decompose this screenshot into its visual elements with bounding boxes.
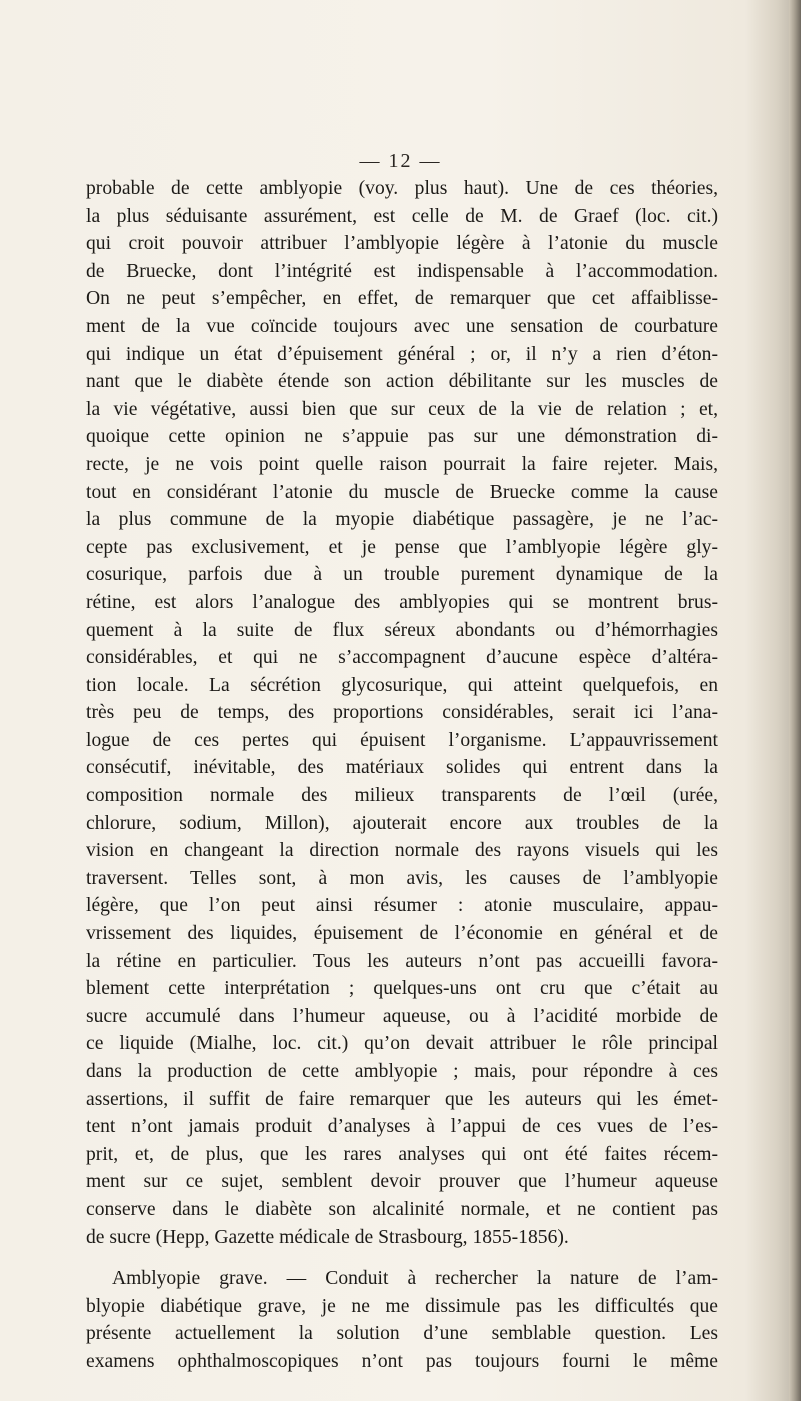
text-line: dans la production de cette amblyopie ; mais, pour répondre à ces	[86, 1061, 718, 1082]
paragraph-2	[86, 1265, 718, 1375]
text-line: présente actuellement la solution d’une semblable question. Les	[86, 1323, 718, 1345]
text-line: probable de cette amblyopie (voy. plus haut). Une de ces théories,	[86, 178, 718, 199]
text-line: On ne peut s’empêcher, en effet, de remarquer que cet affaiblisse-	[86, 288, 718, 310]
text-line: nant que le diabète étende son action débilitante sur les muscles de	[86, 371, 718, 393]
text-line: blyopie diabétique grave, je ne me dissimule pas les difficultés que	[86, 1295, 718, 1317]
text-line: vrissement des liquides, épuisement de l’économie en général et de	[86, 923, 718, 945]
text-line: ment sur ce sujet, semblent devoir prouver que l’humeur aqueuse	[86, 1171, 718, 1193]
text-line: la rétine en particulier. Tous les auteurs n’ont pas accueilli favora-	[86, 950, 718, 972]
text-line: conserve dans le diabète son alcalinité normale, et ne contient pas	[86, 1198, 718, 1220]
text-line: tout en considérant l’atonie du muscle de Bruecke comme la cause	[86, 481, 718, 503]
paragraph-1	[86, 175, 718, 1251]
text-line: ce liquide (Mialhe, loc. cit.) qu’on devait attribuer le rôle principal	[86, 1033, 718, 1055]
text-line: consécutif, inévitable, des matériaux solides qui entrent dans la	[86, 757, 718, 779]
text-line: examens ophthalmoscopiques n’ont pas toujours fourni le même	[86, 1350, 718, 1372]
text-line: qui croit pouvoir attribuer l’amblyopie légère à l’atonie du muscle	[86, 233, 718, 255]
binding-edge	[789, 0, 801, 1401]
text-line: logue de ces pertes qui épuisent l’organisme. L’appauvrissement	[86, 729, 718, 751]
text-line: sucre accumulé dans l’humeur aqueuse, ou à l’acidité morbide de	[86, 1005, 718, 1027]
text-line: recte, je ne vois point quelle raison pourrait la faire rejeter. Mais,	[86, 453, 718, 475]
text-line: ment de la vue coïncide toujours avec une sensation de courbature	[86, 315, 718, 337]
text-line: blement cette interprétation ; quelques-uns ont cru que c’était au	[86, 978, 718, 1000]
text-line: cosurique, parfois due à un trouble purement dynamique de la	[86, 564, 718, 586]
text-line: vision en changeant la direction normale des rayons visuels qui les	[86, 840, 718, 862]
text-line: tent n’ont jamais produit d’analyses à l’appui de ces vues de l’es-	[86, 1116, 718, 1138]
text-line: de sucre (Hepp, Gazette médicale de Strasbourg, 1855-1856).	[86, 1226, 569, 1248]
text-line: quement à la suite de flux séreux abondants ou d’hémorrhagies	[86, 619, 718, 641]
text-line: assertions, il suffit de faire remarquer que les auteurs qui les émet-	[86, 1088, 718, 1110]
text-line: Amblyopie grave. — Conduit à rechercher la nature de l’am-	[112, 1268, 718, 1290]
text-line: quoique cette opinion ne s’appuie pas sur une démonstration di-	[86, 426, 718, 448]
text-line: cepte pas exclusivement, et je pense que l’amblyopie légère gly-	[86, 536, 718, 558]
text-line: de Bruecke, dont l’intégrité est indispensable à l’accommodation.	[86, 260, 718, 282]
text-line: traversent. Telles sont, à mon avis, les causes de l’amblyopie	[86, 867, 718, 889]
body-text	[86, 175, 718, 1376]
page-number: — 12 —	[359, 150, 442, 172]
text-line: légère, que l’on peut ainsi résumer : atonie musculaire, appau-	[86, 895, 718, 917]
text-line: la plus commune de la myopie diabétique passagère, je ne l’ac-	[86, 509, 718, 531]
text-line: considérables, et qui ne s’accompagnent d’aucune espèce d’altéra-	[86, 647, 718, 669]
text-line: très peu de temps, des proportions considérables, serait ici l’ana-	[86, 702, 718, 724]
text-line: composition normale des milieux transparents de l’œil (urée,	[86, 785, 718, 807]
text-line: chlorure, sodium, Millon), ajouterait encore aux troubles de la	[86, 812, 718, 834]
text-line: prit, et, de plus, que les rares analyses qui ont été faites récem-	[86, 1143, 718, 1165]
paragraph-gap	[86, 1251, 718, 1265]
text-line: la vie végétative, aussi bien que sur ceux de la vie de relation ; et,	[86, 398, 718, 420]
text-line: tion locale. La sécrétion glycosurique, qui atteint quelquefois, en	[86, 674, 718, 696]
text-line: rétine, est alors l’analogue des amblyopies qui se montrent brus-	[86, 591, 718, 613]
text-line: la plus séduisante assurément, est celle de M. de Graef (loc. cit.)	[86, 205, 718, 227]
text-line: qui indique un état d’épuisement général ; or, il n’y a rien d’éton-	[86, 343, 718, 365]
